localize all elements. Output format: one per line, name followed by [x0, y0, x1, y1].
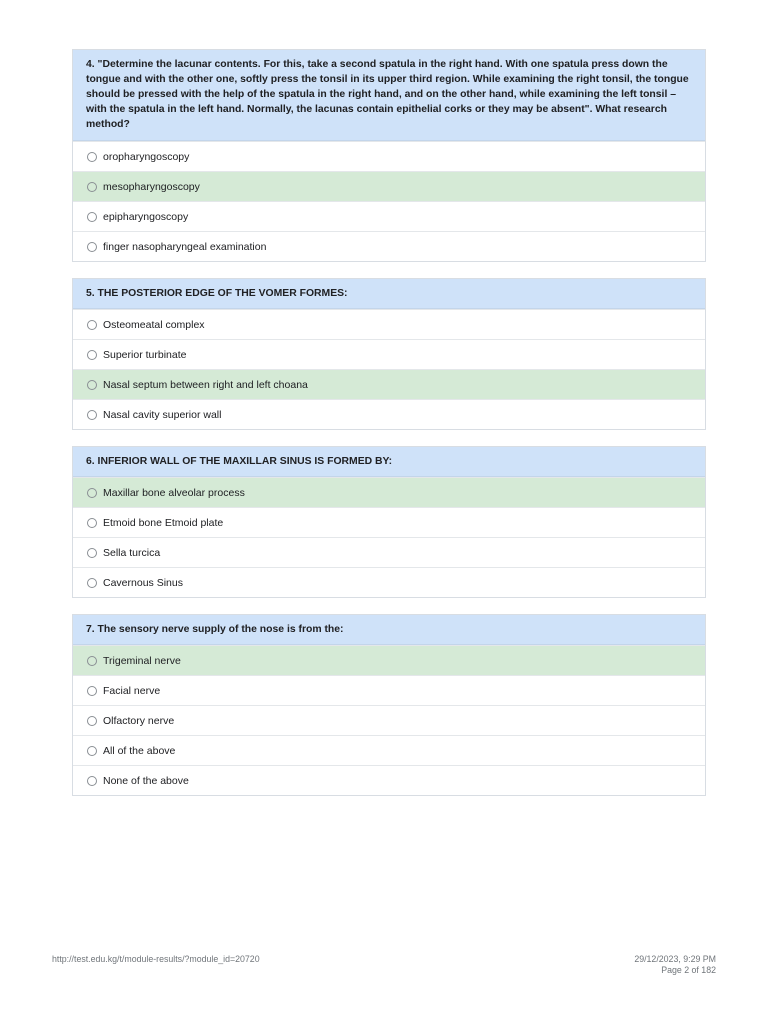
option-label: Osteomeatal complex — [103, 318, 205, 331]
option-label: epipharyngoscopy — [103, 210, 189, 223]
option-label: Facial nerve — [103, 684, 161, 697]
radio-icon[interactable] — [87, 380, 97, 390]
option-label: Etmoid bone Etmoid plate — [103, 516, 224, 529]
option-label: Nasal septum between right and left choana — [103, 378, 308, 391]
answer-option[interactable] — [73, 339, 705, 369]
option-label: Cavernous Sinus — [103, 576, 183, 589]
question-card — [72, 49, 706, 262]
answer-option[interactable] — [73, 231, 705, 261]
answer-option-correct[interactable] — [73, 645, 705, 675]
radio-icon[interactable] — [87, 656, 97, 666]
radio-icon[interactable] — [87, 716, 97, 726]
answer-option[interactable] — [73, 675, 705, 705]
option-label: Trigeminal nerve — [103, 654, 181, 667]
radio-icon[interactable] — [87, 410, 97, 420]
radio-icon[interactable] — [87, 242, 97, 252]
answer-option[interactable] — [73, 735, 705, 765]
option-label: oropharyngoscopy — [103, 150, 190, 163]
question-card — [72, 614, 706, 796]
option-label: mesopharyngoscopy — [103, 180, 200, 193]
radio-icon[interactable] — [87, 212, 97, 222]
answer-option[interactable] — [73, 141, 705, 171]
page-number: Page 2 of 182 — [661, 965, 716, 975]
radio-icon[interactable] — [87, 152, 97, 162]
question-card — [72, 446, 706, 598]
option-label: Superior turbinate — [103, 348, 187, 361]
question-text: 6. INFERIOR WALL OF THE MAXILLAR SINUS IS FORMED BY: — [73, 447, 705, 477]
answer-option-correct[interactable] — [73, 369, 705, 399]
radio-icon[interactable] — [87, 182, 97, 192]
option-label: None of the above — [103, 774, 189, 787]
radio-icon[interactable] — [87, 578, 97, 588]
question-text: 5. THE POSTERIOR EDGE OF THE VOMER FORMES: — [73, 279, 705, 309]
radio-icon[interactable] — [87, 548, 97, 558]
option-label: Sella turcica — [103, 546, 161, 559]
radio-icon[interactable] — [87, 776, 97, 786]
answer-option-correct[interactable] — [73, 477, 705, 507]
answer-option[interactable] — [73, 567, 705, 597]
print-datetime: 29/12/2023, 9:29 PM — [634, 954, 716, 964]
questions-list — [72, 49, 706, 812]
answer-option[interactable] — [73, 399, 705, 429]
radio-icon[interactable] — [87, 518, 97, 528]
option-label: Maxillar bone alveolar process — [103, 486, 245, 499]
option-label: Nasal cavity superior wall — [103, 408, 222, 421]
question-card — [72, 278, 706, 430]
answer-option[interactable] — [73, 309, 705, 339]
radio-icon[interactable] — [87, 488, 97, 498]
question-text: 4. "Determine the lacunar contents. For this, take a second spatula in the right hand. With one spatula press down the tongue and with the other one, softly press the tonsil in its upper third region. While examining the right tonsil, the tongue should be pressed with the help of the spatula in the right hand, and on the other hand, while examining the left tonsil – with the spatula in the left hand. Normally, the lacunas contain epithelial corks or they may be absent". What research method? — [73, 50, 705, 141]
page-footer-meta — [634, 954, 716, 976]
answer-option-correct[interactable] — [73, 171, 705, 201]
answer-option[interactable] — [73, 765, 705, 795]
option-label: Olfactory nerve — [103, 714, 175, 727]
radio-icon[interactable] — [87, 350, 97, 360]
answer-option[interactable] — [73, 201, 705, 231]
answer-option[interactable] — [73, 507, 705, 537]
radio-icon[interactable] — [87, 686, 97, 696]
radio-icon[interactable] — [87, 746, 97, 756]
option-label: All of the above — [103, 744, 176, 757]
radio-icon[interactable] — [87, 320, 97, 330]
page-url: http://test.edu.kg/t/module-results/?module_id=20720 — [52, 954, 260, 964]
option-label: finger nasopharyngeal examination — [103, 240, 267, 253]
answer-option[interactable] — [73, 537, 705, 567]
answer-option[interactable] — [73, 705, 705, 735]
question-text: 7. The sensory nerve supply of the nose is from the: — [73, 615, 705, 645]
